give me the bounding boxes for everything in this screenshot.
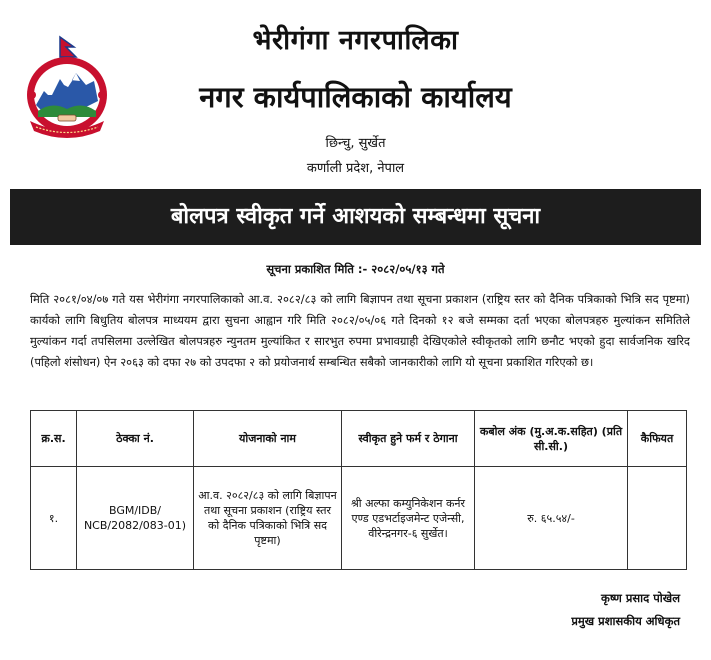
col-header-amount: कबोल अंक (मु.अ.क.सहित) (प्रति सी.सी.) <box>475 411 628 467</box>
col-header-firm: स्वीकृत हुने फर्म र ठेगाना <box>342 411 475 467</box>
address-line-2: कर्णाली प्रदेश, नेपाल <box>306 161 405 176</box>
published-date: सूचना प्रकाशित मिति :- २०८२/०५/१३ गते <box>266 262 445 276</box>
signatory-name: कृष्ण प्रसाद पोखेल <box>601 591 680 605</box>
cell-project: आ.व. २०८२/८३ को लागि बिज्ञापन तथा सूचना प्रकाशन (राष्ट्रिय स्तर को दैनिक पत्रिकाको भित्रि सद पृष्टमा) <box>194 467 342 570</box>
tender-table <box>30 410 687 570</box>
letterhead <box>0 0 711 185</box>
address-line-1: छिन्चु, सुर्खेत <box>325 136 386 151</box>
col-header-sn: क्र.स. <box>31 411 77 467</box>
notice-title-banner: बोलपत्र स्वीकृत गर्ने आशयको सम्बन्धमा सूचना <box>10 189 701 245</box>
col-header-project: योजनाको नाम <box>194 411 342 467</box>
cell-contract-no: BGM/IDB/ NCB/2082/083-01) <box>77 467 194 570</box>
table-header-row <box>31 411 687 467</box>
table-row <box>31 467 687 570</box>
col-header-contract-no: ठेक्का नं. <box>77 411 194 467</box>
municipality-name: भेरीगंगा नगरपालिका <box>252 25 459 56</box>
notice-body: मिति २०८१/०४/०७ गते यस भेरीगंगा नगरपालिकाको आ.व. २०८२/८३ को लागि बिज्ञापन तथा सूचना प्रकाशन (राष्ट्रिय स्तर को दैनिक पत्रिकाको भित्रि सद पृष्टमा) कार्यको लागि बिधुतिय बोलपत्र माध्ययम द्वारा सुचना आह्वान गरि मिति २०८२/०५/०६ गते दिनको १२ बजे सम्मका दर्ता भएका बोलपत्रहरु मुल्यांकन समितिले मुल्यांकन गर्दा तपसिलमा उल्लेखित बोलपत्रहरु न्युनतम मुल्यांकित र सारभुत रुपमा प्रभावग्राही देखिएकोले स्वीकृतको लागि छनौट भएको हुदा सार्वजनिक खरिद (पहिलो शंसोधन) ऐन २०६३ को दफा २७ को उपदफा २ को प्रयोजनार्थ सम्बन्धित सबैको जानकारीको लागि यो सूचना प्रकाशित गरिएको छ। <box>30 292 690 369</box>
cell-firm: श्री अल्फा कम्युनिकेशन कर्नर एण्ड एडभर्टाइजमेन्ट एजेन्सी, वीरेन्द्रनगर-६ सुर्खेत। <box>342 467 475 570</box>
office-name: नगर कार्यपालिकाको कार्यालय <box>199 80 512 114</box>
col-header-remarks: कैफियत <box>628 411 687 467</box>
signatory-designation: प्रमुख प्रशासकीय अधिकृत <box>571 614 680 628</box>
cell-amount: रु. ६५.५४/- <box>475 467 628 570</box>
cell-sn: १. <box>31 467 77 570</box>
cell-remarks <box>628 467 687 570</box>
